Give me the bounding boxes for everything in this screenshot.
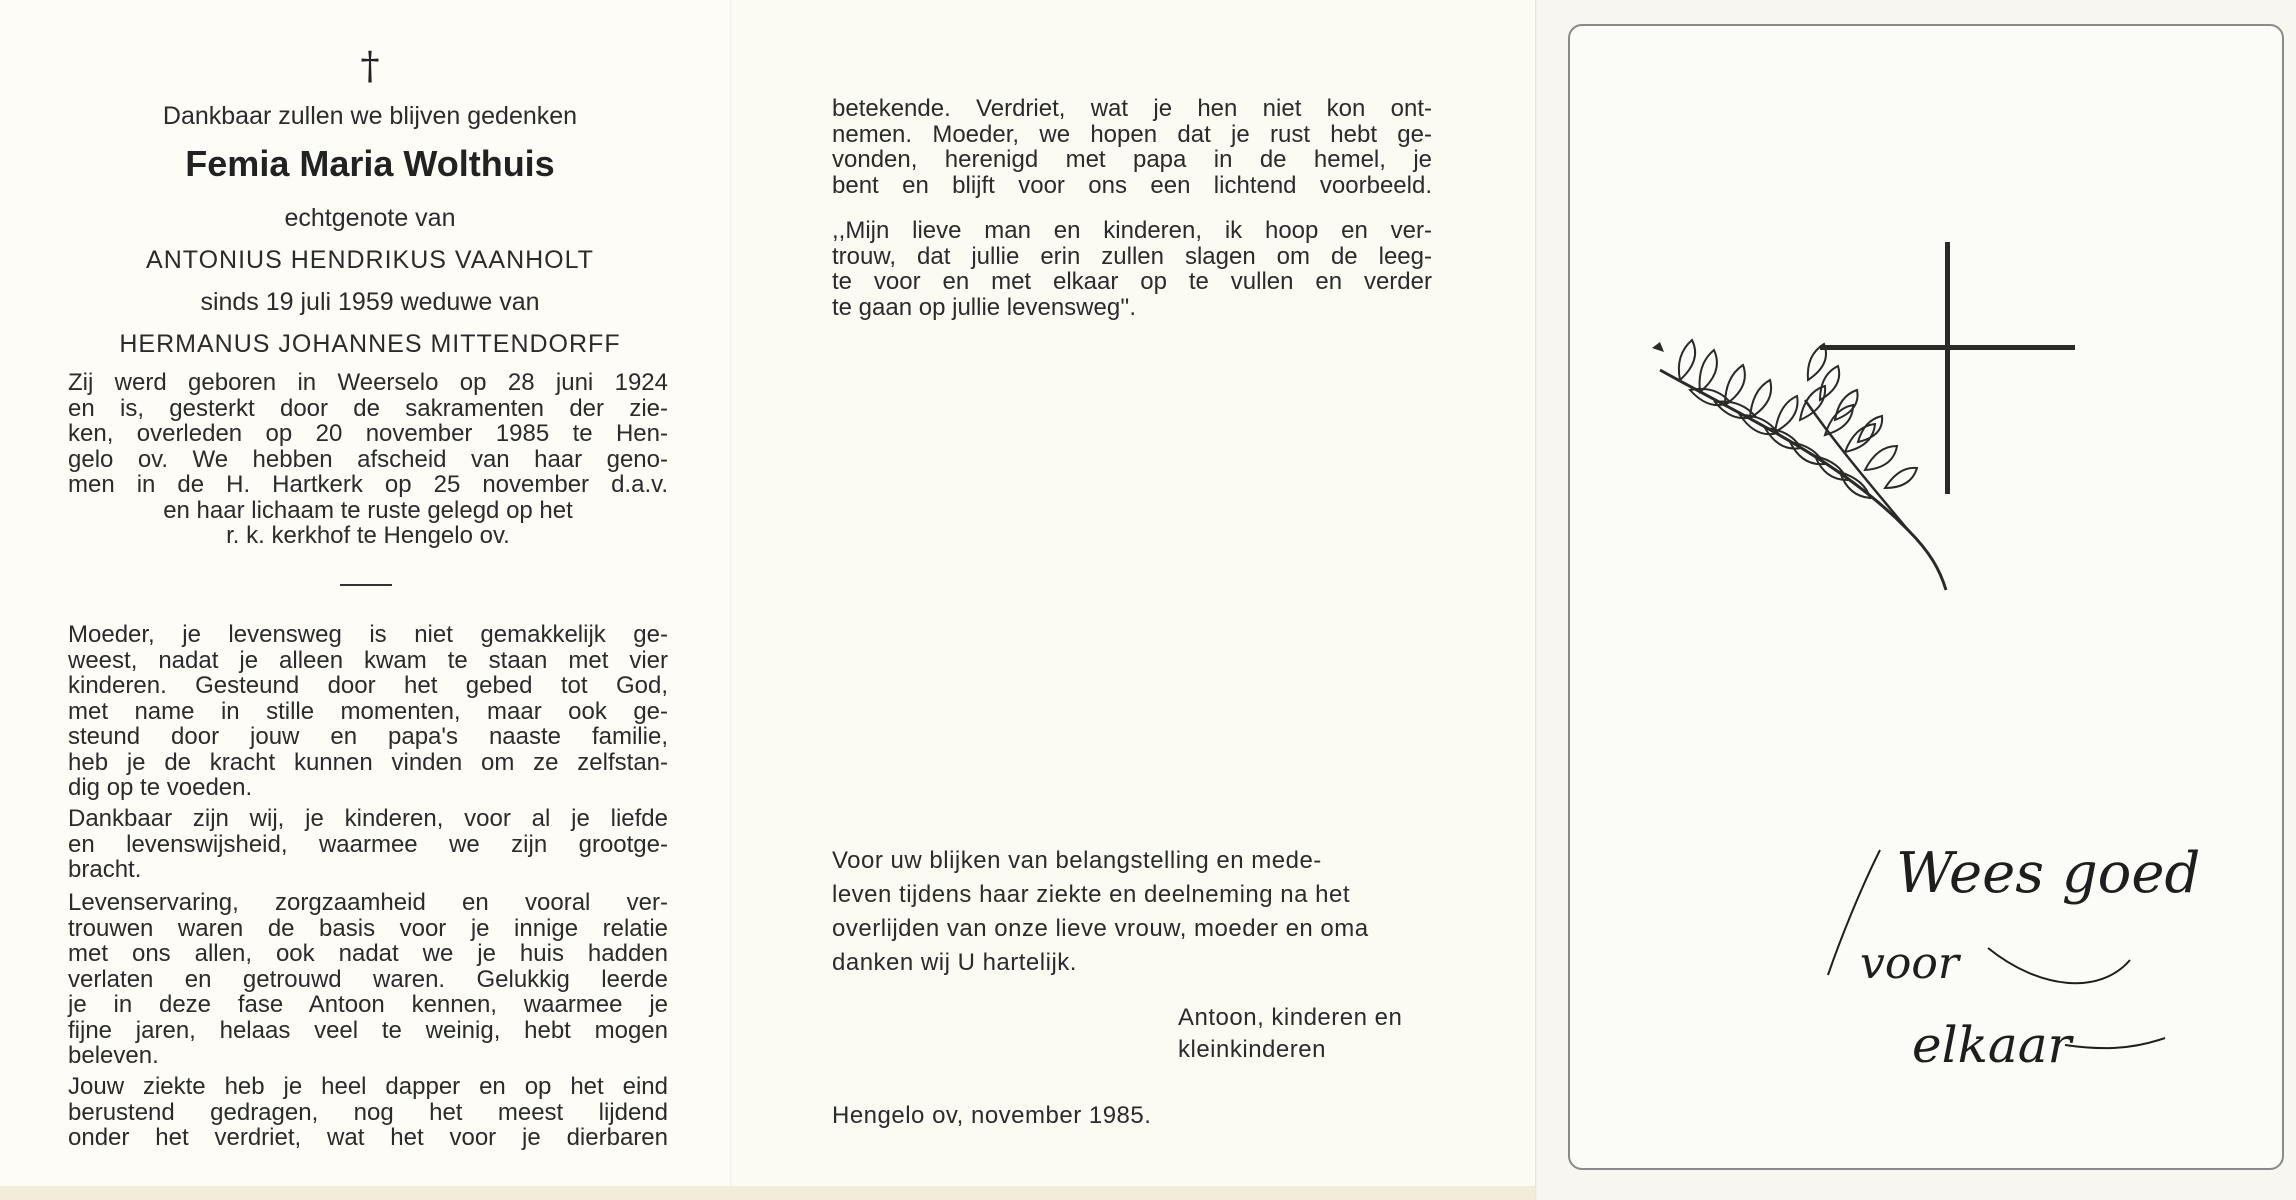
text-line: steund door jouw en papa's naaste familie,	[68, 723, 668, 750]
text-line: Voor uw blijken van belangstelling en mede-	[832, 847, 1322, 874]
thanks-paragraph	[832, 844, 1432, 980]
text-line: r. k. kerkhof te Hengelo ov.	[226, 522, 510, 549]
text-line: Antoon, kinderen en	[1178, 1004, 1403, 1031]
svg-text:voor: voor	[1860, 938, 1959, 989]
text-line: kleinkinderen	[1178, 1036, 1326, 1063]
text-line: en levenswijsheid, waarmee we zijn grootge-	[68, 830, 668, 858]
text-line: gelo ov. We hebben afscheid van haar geno-	[68, 445, 668, 473]
text-line: met ons allen, ook nadat we je huis hadden	[68, 940, 668, 967]
intro-line: Dankbaar zullen we blijven gedenken	[162, 102, 578, 130]
text-line: verlaten en getrouwd waren. Gelukkig leerde	[68, 965, 668, 993]
text-line: vonden, herenigd met papa in de hemel, je	[832, 146, 1432, 173]
text-line: te voor en met elkaar op te vullen en verder	[832, 268, 1432, 295]
text-line: je in deze fase Antoon kennen, waarmee je	[68, 991, 668, 1018]
text-line: met name in stille momenten, maar ook ge-	[68, 697, 668, 725]
tribute-paragraph	[68, 806, 668, 883]
tribute-paragraph	[832, 96, 1432, 198]
fold-line	[730, 0, 732, 1200]
text-line: leven tijdens haar ziekte en deelneming na het	[832, 881, 1350, 908]
paper-edge	[0, 1186, 1535, 1200]
text-line: Zij werd geboren in Weerselo op 28 juni 1924	[68, 369, 668, 396]
text-line: weest, nadat je alleen kwam te staan met vier	[68, 646, 668, 674]
divider	[340, 584, 392, 586]
deceased-name: Femia Maria Wolthuis	[185, 143, 555, 184]
text-line: ken, overleden op 20 november 1985 te Hen-	[68, 420, 668, 447]
text-line: trouw, dat jullie erin zullen slagen om de leeg-	[832, 242, 1432, 270]
text-line: onder het verdriet, wat het voor je dierbaren	[68, 1124, 668, 1151]
text-line: en haar lichaam te ruste gelegd op het	[163, 496, 573, 524]
svg-text:elkaar: elkaar	[1912, 1016, 2072, 1074]
text-line: bracht.	[68, 856, 142, 883]
first-husband-name: HERMANUS JOHANNES MITTENDORFF	[119, 330, 621, 358]
text-line: men in de H. Hartkerk op 25 november d.a.v.	[68, 471, 668, 498]
fold-line	[1535, 0, 1537, 1200]
text-line: bent en blijft voor ons een lichtend voorbeeld.	[832, 171, 1432, 199]
text-line: dig op te voeden.	[68, 774, 253, 801]
text-line: heb je de kracht kunnen vinden om ze zelfstan-	[68, 748, 668, 776]
tribute-paragraph	[68, 622, 668, 801]
text-line: Levenservaring, zorgzaamheid en vooral ver-	[68, 889, 668, 916]
text-line: nemen. Moeder, we hopen dat je rust hebt ge-	[832, 120, 1432, 148]
text-line: berustend gedragen, nog het meest lijdend	[68, 1098, 668, 1126]
text-line: danken wij U hartelijk.	[832, 949, 1077, 976]
widow-line: sinds 19 juli 1959 weduwe van	[200, 288, 540, 316]
place-date: Hengelo ov, november 1985.	[832, 1102, 1152, 1129]
text-line: overlijden van onze lieve vrouw, moeder en oma	[832, 915, 1369, 942]
spouse-intro: echtgenote van	[284, 204, 456, 232]
cross-with-wheat-icon	[1640, 230, 2090, 630]
text-line: ,,Mijn lieve man en kinderen, ik hoop en ver-	[832, 217, 1432, 244]
text-line: kinderen. Gesteund door het gebed tot God,	[68, 672, 668, 699]
tribute-paragraph	[68, 890, 668, 1069]
text-line: te gaan op jullie levensweg''.	[832, 293, 1137, 321]
spouse-name: ANTONIUS HENDRIKUS VAANHOLT	[146, 246, 594, 274]
text-line: en is, gesterkt door de sakramenten der zie-	[68, 394, 668, 422]
cross-icon: †	[360, 44, 380, 88]
text-line: fijne jaren, helaas veel te weinig, hebt mogen	[68, 1016, 668, 1044]
svg-text:Wees goed: Wees goed	[1896, 841, 2201, 906]
text-line: Moeder, je levensweg is niet gemakkelijk ge-	[68, 621, 668, 648]
text-line: beleven.	[68, 1042, 159, 1069]
text-line: trouwen waren de basis voor je innige relatie	[68, 914, 668, 942]
text-line: betekende. Verdriet, wat je hen niet kon ont-	[832, 95, 1432, 122]
tribute-paragraph	[68, 1074, 668, 1151]
signature	[1178, 1002, 1402, 1066]
text-line: Dankbaar zijn wij, je kinderen, voor al je liefde	[68, 805, 668, 832]
obituary-paragraph	[68, 370, 668, 549]
text-line: Jouw ziekte heb je heel dapper en op het eind	[68, 1073, 668, 1100]
quote-paragraph	[832, 218, 1432, 320]
motto-logo	[1800, 800, 2230, 1090]
